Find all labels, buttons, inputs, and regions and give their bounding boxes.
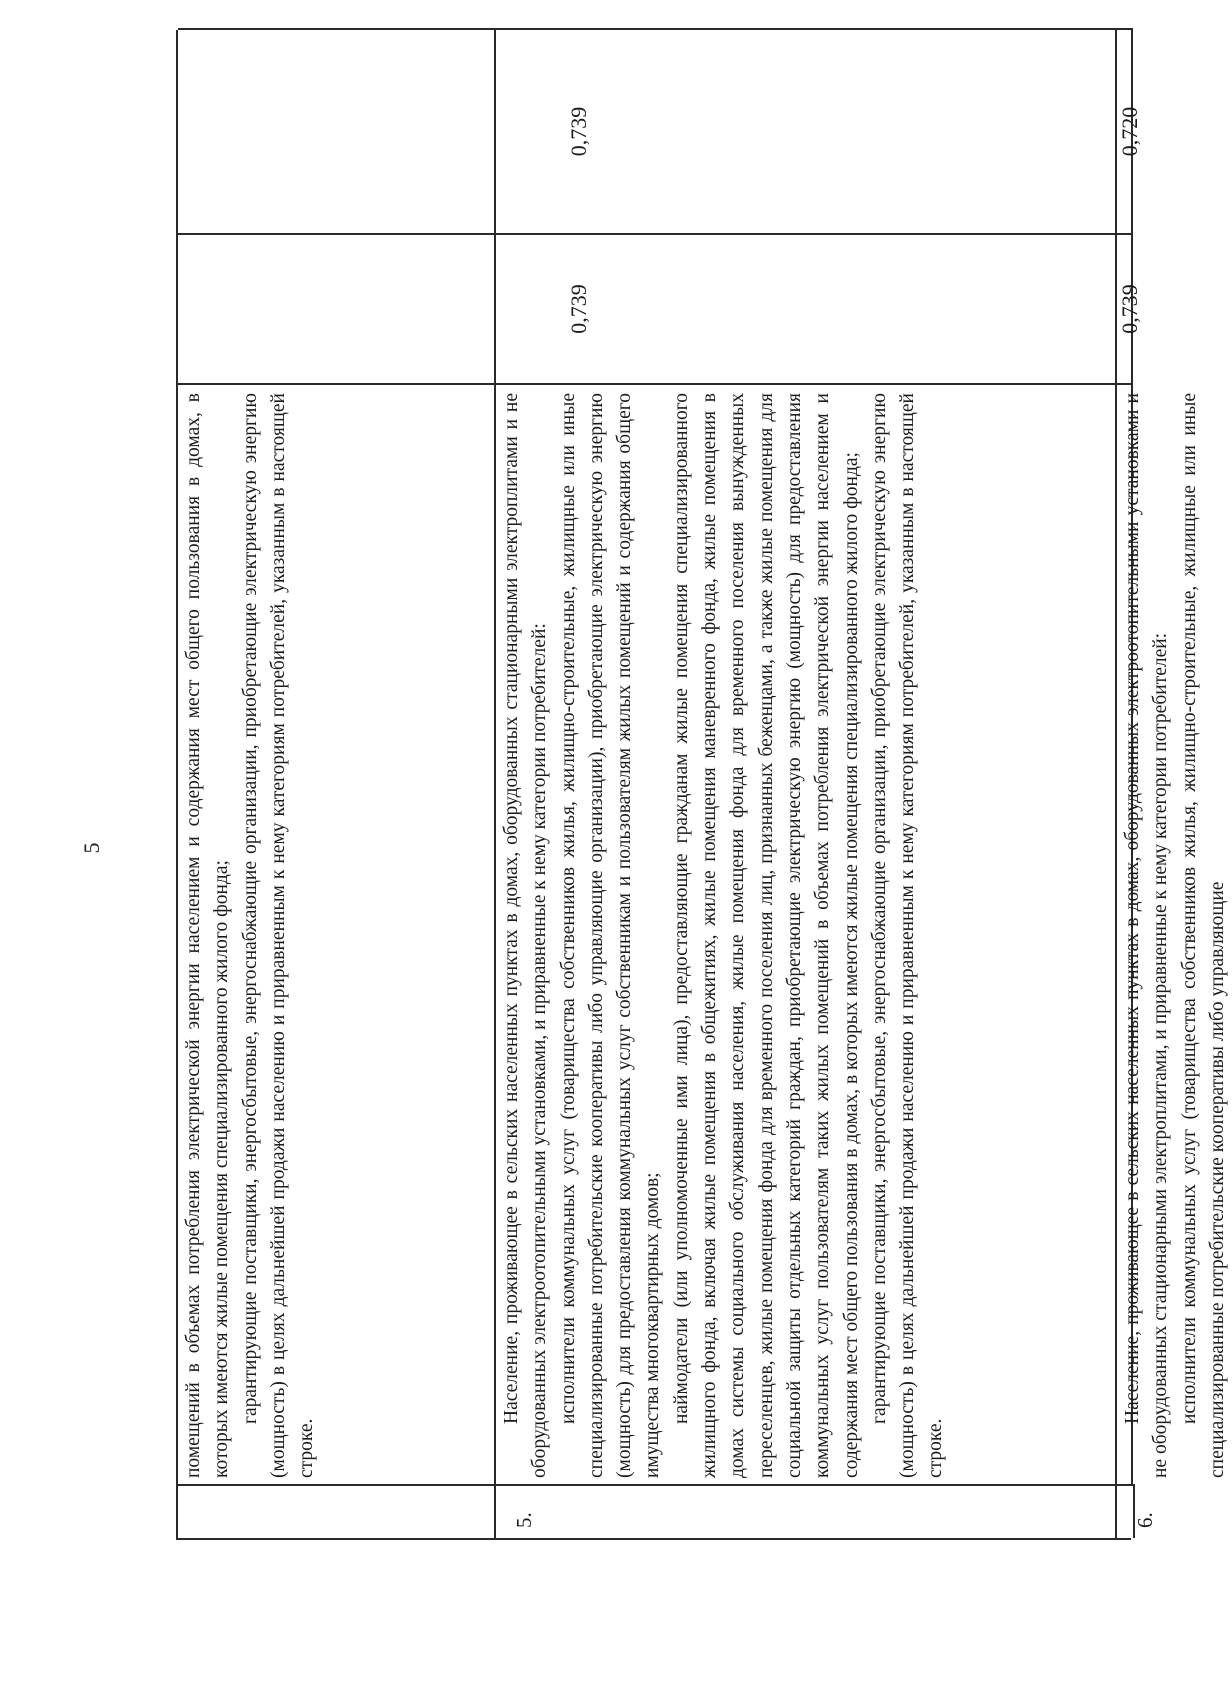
row-number-cell: 6.: [1117, 1484, 1135, 1538]
row-value-1-cell: 0,739: [1117, 233, 1133, 383]
row-value-2-cell: [178, 28, 496, 233]
row-value-1-cell: [178, 233, 496, 383]
paragraph: гарантирующие поставщики, энергосбытовые, энергоснабжающие организации, приобретающие электрическую энергию (мощность) в целях дальнейшей продажи населению и приравненным к нему категориям потребителей, указанным в настоящей строке.: [239, 393, 318, 1478]
row-description-cell: [496, 383, 1117, 1484]
row-value-2-cell: 0,720: [1117, 28, 1133, 233]
paragraph: исполнители коммунальных услуг (товарищества собственников жилья, жилищно-строительные, жилищные или иные специализированные потребительские кооперативы либо управляющие организации), приобретающие электрическую энергию (мощность) для предоставления коммунальных услуг собственникам и пользователям жилых помещений и содержания общего имущества многоквартирных домов;: [557, 393, 664, 1478]
row-value-1-cell: 0,739: [496, 233, 1117, 383]
paragraph: наймодатели (или уполномоченные ими лица), предоставляющие гражданам жилые помещения специализированного жилищного фонда, включая жилые помещения в общежитиях, жилые помещения маневренного фонда, жилые помещения в домах системы социального обслуживания населения, жилые помещения фонда для временного поселения вынужденных переселенцев, жилые помещения фонда для временного поселения лиц, признанных беженцами, а также жилые помещения для социальной защиты отдельных категорий граждан, приобретающие электрическую энергию (мощность) для предоставления коммунальных услуг пользователям таких жилых помещений в объемах потребления электрической энергии населением и содержания мест общего пользования в домах, в которых имеются жилые помещения специализированного жилого фонда;: [670, 393, 862, 1478]
table-viewport: [176, 30, 1228, 1540]
paragraph: гарантирующие поставщики, энергосбытовые, энергоснабжающие организации, приобретающие электрическую энергию (мощность) в целях дальнейшей продажи населению и приравненным к нему категориям потребителей, указанным в настоящей строке.: [868, 393, 947, 1478]
paragraph: Население, проживающее в сельских населенных пунктах в домах, оборудованных стационарными электроплитами и не оборудованных электроотопительными установками, и приравненные к нему категории потребителей:: [501, 393, 551, 1478]
tariff-table: [176, 30, 1228, 1540]
page-number: 5: [79, 842, 104, 854]
row-number-cell: [178, 1484, 496, 1538]
row-description-cell: [178, 383, 496, 1484]
row-value-2-cell: 0,739: [496, 28, 1117, 233]
row-description-cell: [1117, 383, 1228, 1484]
paragraph: помещений в объемах потребления электрической энергии населением и содержания мест общего пользования в домах, в которых имеются жилые помещения специализированного жилого фонда;: [183, 393, 233, 1478]
row-number-cell: 5.: [496, 1484, 1117, 1538]
paragraph: Население, проживающее в сельских населенных пунктах в домах, оборудованных электроотопительными установками и не оборудованных стационарными электроплитами, и приравненные к нему категории потребителей:: [1122, 393, 1172, 1478]
paragraph: исполнители коммунальных услуг (товарищества собственников жилья, жилищно-строительные, жилищные или иные специализированные потребительские кооперативы либо управляющие: [1178, 393, 1228, 1478]
